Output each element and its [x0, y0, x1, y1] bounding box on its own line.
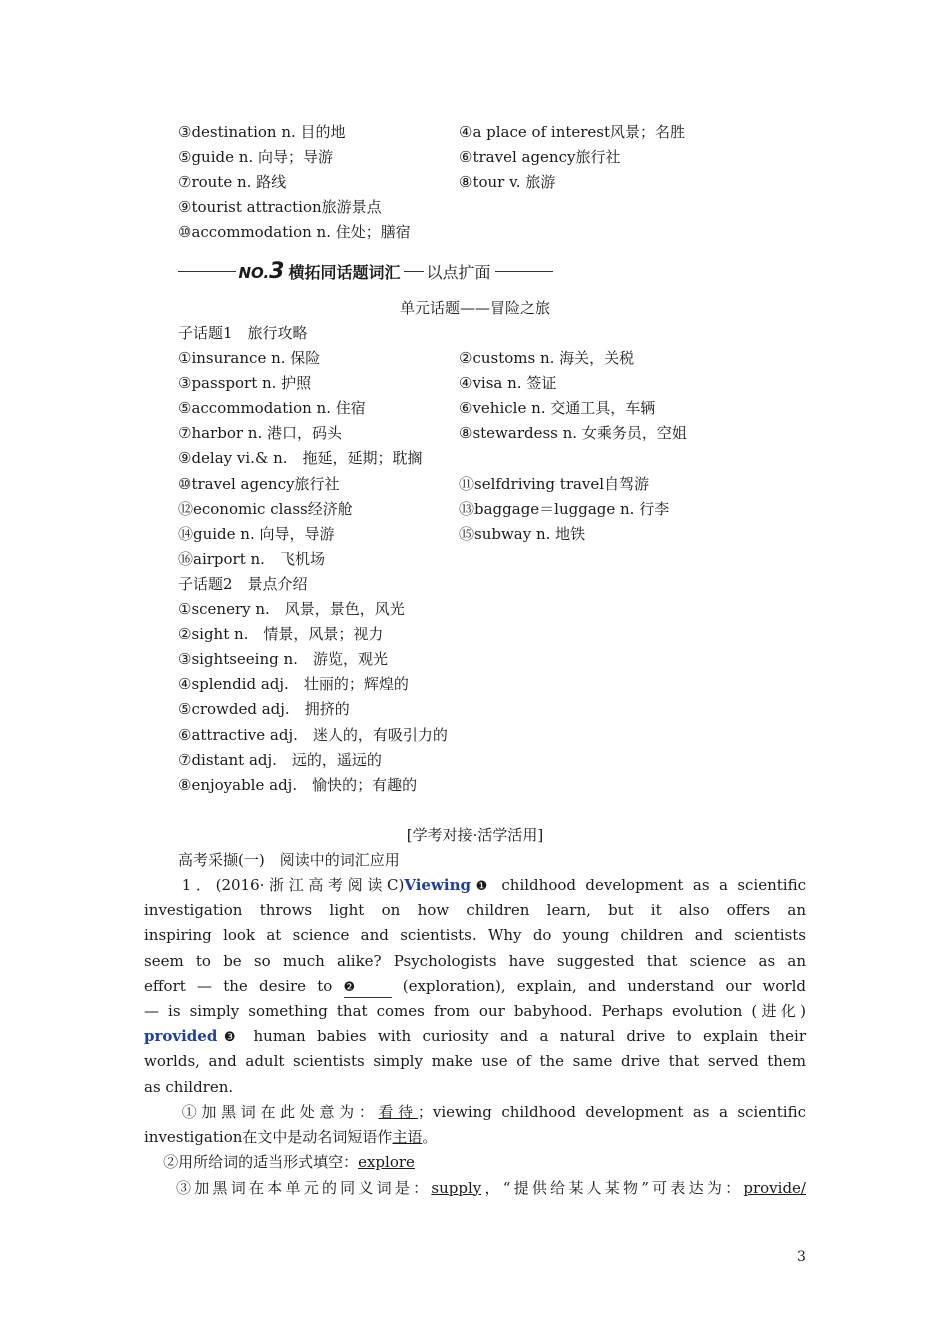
- passage-line: 1．(2016·浙江高考阅读C)Viewing❶ childhood development as a scientific: [181, 876, 806, 894]
- passage-line: worlds, and adult scientists simply make use of the same drive that served them: [144, 1052, 806, 1071]
- vocab-item: ⑨delay vi.& n. 拖延，延期；耽搁: [178, 449, 423, 468]
- keyword-provided: provided: [144, 1027, 218, 1046]
- reading-passage: [144, 873, 806, 1100]
- vocab-item: ⑪selfdriving travel自驾游: [459, 474, 650, 493]
- vocab-item: ⑫economic class经济舱: [178, 499, 353, 518]
- subtopic-1-title: 子话题1 旅行攻略: [178, 324, 308, 342]
- vocab-item: ⑩travel agency旅行社: [178, 474, 340, 493]
- section-banner: [178, 258, 553, 284]
- marker-1: ❶: [470, 879, 492, 894]
- vocab-item: ⑦distant adj. 远的，遥远的: [178, 750, 382, 769]
- banner-subtitle: 以点扩面: [426, 262, 491, 282]
- answer-1: 看待: [378, 1103, 418, 1121]
- vocab-item: ④a place of interest风景；名胜: [459, 123, 686, 141]
- banner-number: NO.3: [238, 258, 285, 284]
- vocab-item: ④visa n. 签证: [459, 374, 557, 393]
- passage-line: — is simply something that comes from our babyhood. Perhaps evolution (进化): [144, 1001, 806, 1020]
- vocab-item: ⑮subway n. 地铁: [459, 524, 586, 543]
- passage-line: effort — the desire to ❷ (exploration), explain, and understand our world: [144, 974, 806, 999]
- vocab-item: ②sight n. 情景，风景；视力: [178, 625, 384, 644]
- vocab-item: ②customs n. 海关，关税: [459, 349, 635, 367]
- subtopic-2-title: 子话题2 景点介绍: [178, 575, 308, 593]
- banner-title: 横拓同话题词汇: [288, 262, 401, 282]
- marker-3: ❸: [217, 1030, 243, 1046]
- passage-line: provided❸ human babies with curiosity and a natural drive to explain their: [144, 1027, 807, 1046]
- vocab-item: ⑥attractive adj. 迷人的，有吸引力的: [178, 725, 448, 744]
- vocab-item: ⑬baggage＝luggage n. 行李: [459, 499, 670, 518]
- answer-3b: provide/: [743, 1178, 806, 1197]
- vocab-item: ⑦route n. 路线: [178, 173, 287, 192]
- page-number: 3: [797, 1249, 806, 1265]
- vocab-item: ⑥travel agency旅行社: [459, 148, 621, 167]
- unit-topic: 单元话题——冒险之旅: [399, 299, 550, 317]
- vocab-item: ③destination n. 目的地: [178, 123, 346, 141]
- vocab-item: ⑯airport n. 飞机场: [178, 549, 325, 568]
- vocab-item: ⑭guide n. 向导，导游: [178, 524, 335, 543]
- vocab-item: ⑤crowded adj. 拥挤的: [178, 700, 350, 719]
- answer-3a: supply: [431, 1178, 482, 1197]
- section-heading: [学考对接·活学活用]: [406, 826, 544, 844]
- keyword-viewing: Viewing: [404, 876, 471, 894]
- vocab-item: ①scenery n. 风景，景色，风光: [178, 600, 405, 618]
- vocab-item: ③passport n. 护照: [178, 374, 312, 393]
- note-2: ②用所给词的适当形式填空：explore: [163, 1153, 415, 1172]
- banner-rule-right: [495, 271, 553, 272]
- vocab-item: ⑤guide n. 向导；导游: [178, 148, 333, 167]
- vocab-item: ⑧stewardess n. 女乘务员，空姐: [459, 424, 687, 443]
- note-1-cont: investigation在文中是动名词短语作主语。: [144, 1128, 438, 1147]
- passage-line: as children.: [144, 1077, 234, 1096]
- vocab-item: ⑥vehicle n. 交通工具，车辆: [459, 399, 656, 418]
- vocab-item: ⑧tour v. 旅游: [459, 173, 556, 192]
- vocab-item: ⑦harbor n. 港口，码头: [178, 424, 342, 443]
- note-3: ③加黑词在本单元的同义词是：supply，“提供给某人某物”可表达为：provide/: [176, 1178, 806, 1197]
- vocab-item: ①insurance n. 保险: [178, 349, 321, 367]
- passage-line: seem to be so much alike? Psychologists have suggested that science as an: [144, 951, 806, 970]
- passage-line: inspiring look at science and scientists. Why do young children and scientists: [144, 926, 806, 945]
- answer-1b: 主语: [392, 1128, 423, 1147]
- subsection-title: 高考采撷(一) 阅读中的词汇应用: [178, 851, 400, 869]
- vocab-item: ⑩accommodation n. 住处；膳宿: [178, 223, 411, 242]
- vocab-item: ④splendid adj. 壮丽的；辉煌的: [178, 675, 409, 694]
- fill-blank-2[interactable]: ❷: [344, 977, 392, 998]
- passage-line: investigation throws light on how children learn, but it also offers an: [144, 901, 806, 920]
- answer-2: explore: [358, 1153, 415, 1172]
- vocab-item: ⑧enjoyable adj. 愉快的；有趣的: [178, 775, 418, 794]
- notes: [144, 1100, 806, 1201]
- vocab-item: ⑨tourist attraction旅游景点: [178, 198, 382, 217]
- vocab-item: ⑤accommodation n. 住宿: [178, 399, 366, 418]
- vocab-item: ③sightseeing n. 游览，观光: [178, 650, 388, 669]
- banner-dash: [404, 271, 424, 272]
- banner-rule-left: [178, 271, 236, 272]
- note-1: ①加黑词在此处意为：看待；viewing childhood development as a scientific: [181, 1103, 806, 1121]
